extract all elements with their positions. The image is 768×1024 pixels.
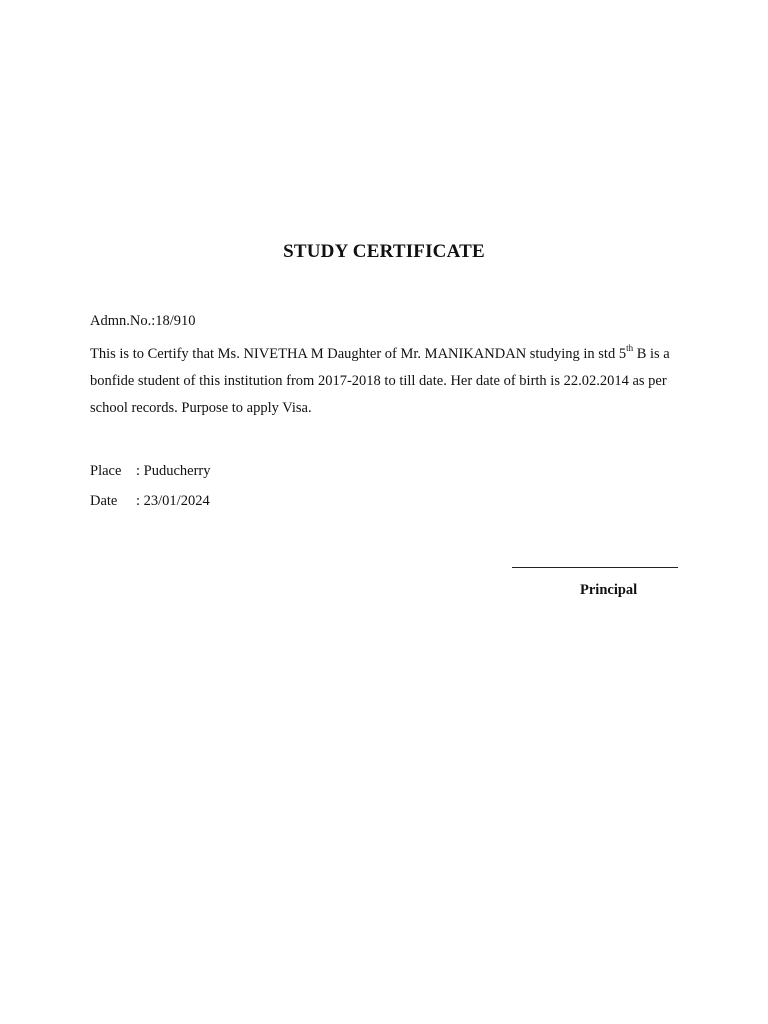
place-label: Place (90, 463, 122, 479)
date-row (90, 493, 210, 510)
signatory-title: Principal (580, 582, 638, 598)
admission-number: Admn.No.:18/910 (90, 313, 196, 329)
certificate-body (90, 341, 682, 422)
date-value: : 23/01/2024 (136, 493, 210, 509)
body-text-part2: B is a bonfide student of this institution from 2017-2018 to till date. Her date of birth is 22.02.2014 as per school records. Purpose to apply Visa. (90, 346, 670, 416)
ordinal-superscript: th (626, 343, 634, 354)
certificate-title: STUDY CERTIFICATE (283, 241, 485, 262)
place-value: : Puducherry (136, 463, 211, 479)
place-row (90, 463, 211, 480)
date-label: Date (90, 493, 118, 509)
body-text-part1: This is to Certify that Ms. NIVETHA M Daughter of Mr. MANIKANDAN studying in std 5 (90, 346, 627, 362)
signature-line (512, 567, 678, 568)
